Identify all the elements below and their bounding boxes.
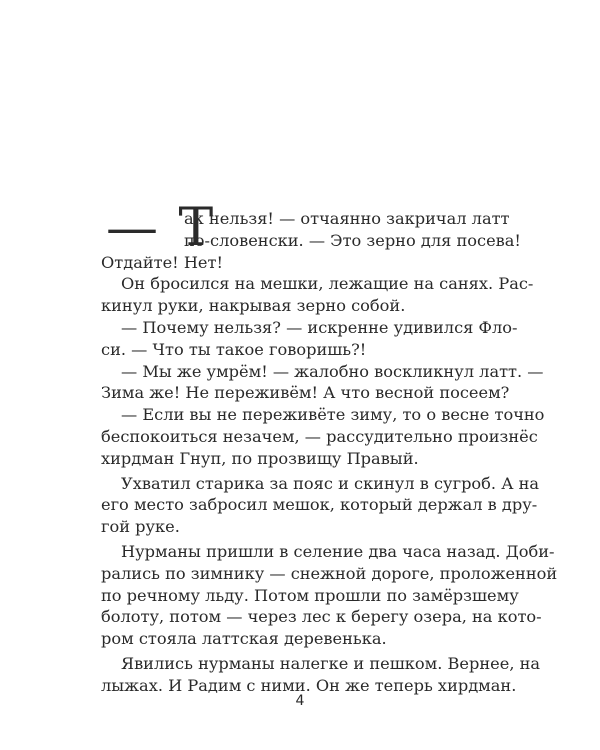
text-line: его место забросил мешок, который держал в дру- — [101, 495, 538, 515]
paragraph — [101, 473, 540, 538]
paragraph — [101, 198, 521, 273]
text-line: лыжах. И Радим с ними. Он же теперь хирдман. — [101, 675, 517, 695]
paragraph — [101, 541, 558, 650]
paragraph — [101, 404, 545, 469]
text-line: гой руке. — [101, 517, 180, 537]
paragraph — [101, 317, 518, 361]
text-line: Нурманы пришли в селение два часа назад. Доби- — [121, 541, 555, 561]
paragraph — [101, 653, 541, 697]
drop-cap: — Т — [106, 198, 216, 258]
text-line: ром стояла латтская деревенька. — [101, 629, 387, 649]
text-line: по речному льду. Потом прошли по замёрзшему — [101, 585, 519, 605]
text-line: си. — Что ты такое говоришь?! — [101, 339, 367, 359]
text-line: — Если вы не переживёте зиму, то о весне точно — [121, 405, 545, 425]
text-line: рались по зимнику — снежной дороге, проложенной — [101, 563, 558, 583]
body-text — [101, 198, 558, 697]
text-line: хирдман Гнуп, по прозвищу Правый. — [101, 448, 419, 468]
text-line: — Почему нельзя? — искренне удивился Фло- — [121, 317, 518, 337]
text-line: Ухватил старика за пояс и скинул в сугроб. А на — [121, 473, 540, 493]
paragraph — [101, 361, 544, 405]
paragraph — [101, 273, 534, 317]
text-line: Явились нурманы налегке и пешком. Вернее, на — [121, 653, 541, 673]
text-line: кинул руки, накрывая зерно собой. — [101, 296, 406, 316]
text-line: беспокоиться незачем, — рассудительно произнёс — [101, 426, 538, 446]
text-line: по-словенски. — Это зерно для посева! — [184, 230, 521, 250]
text-line: ак нельзя! — отчаянно закричал латт — [184, 209, 510, 228]
page-number: 4 — [295, 693, 305, 709]
text-line: Зима же! Не переживём! А что весной посеем? — [101, 383, 510, 403]
text-line: Отдайте! Нет! — [101, 252, 223, 272]
text-line: болоту, потом — через лес к берегу озера, на кото- — [101, 607, 542, 627]
text-line: Он бросился на мешки, лежащие на санях. Рас- — [121, 274, 534, 294]
text-line: — Мы же умрём! — жалобно воскликнул латт. — — [121, 361, 544, 381]
